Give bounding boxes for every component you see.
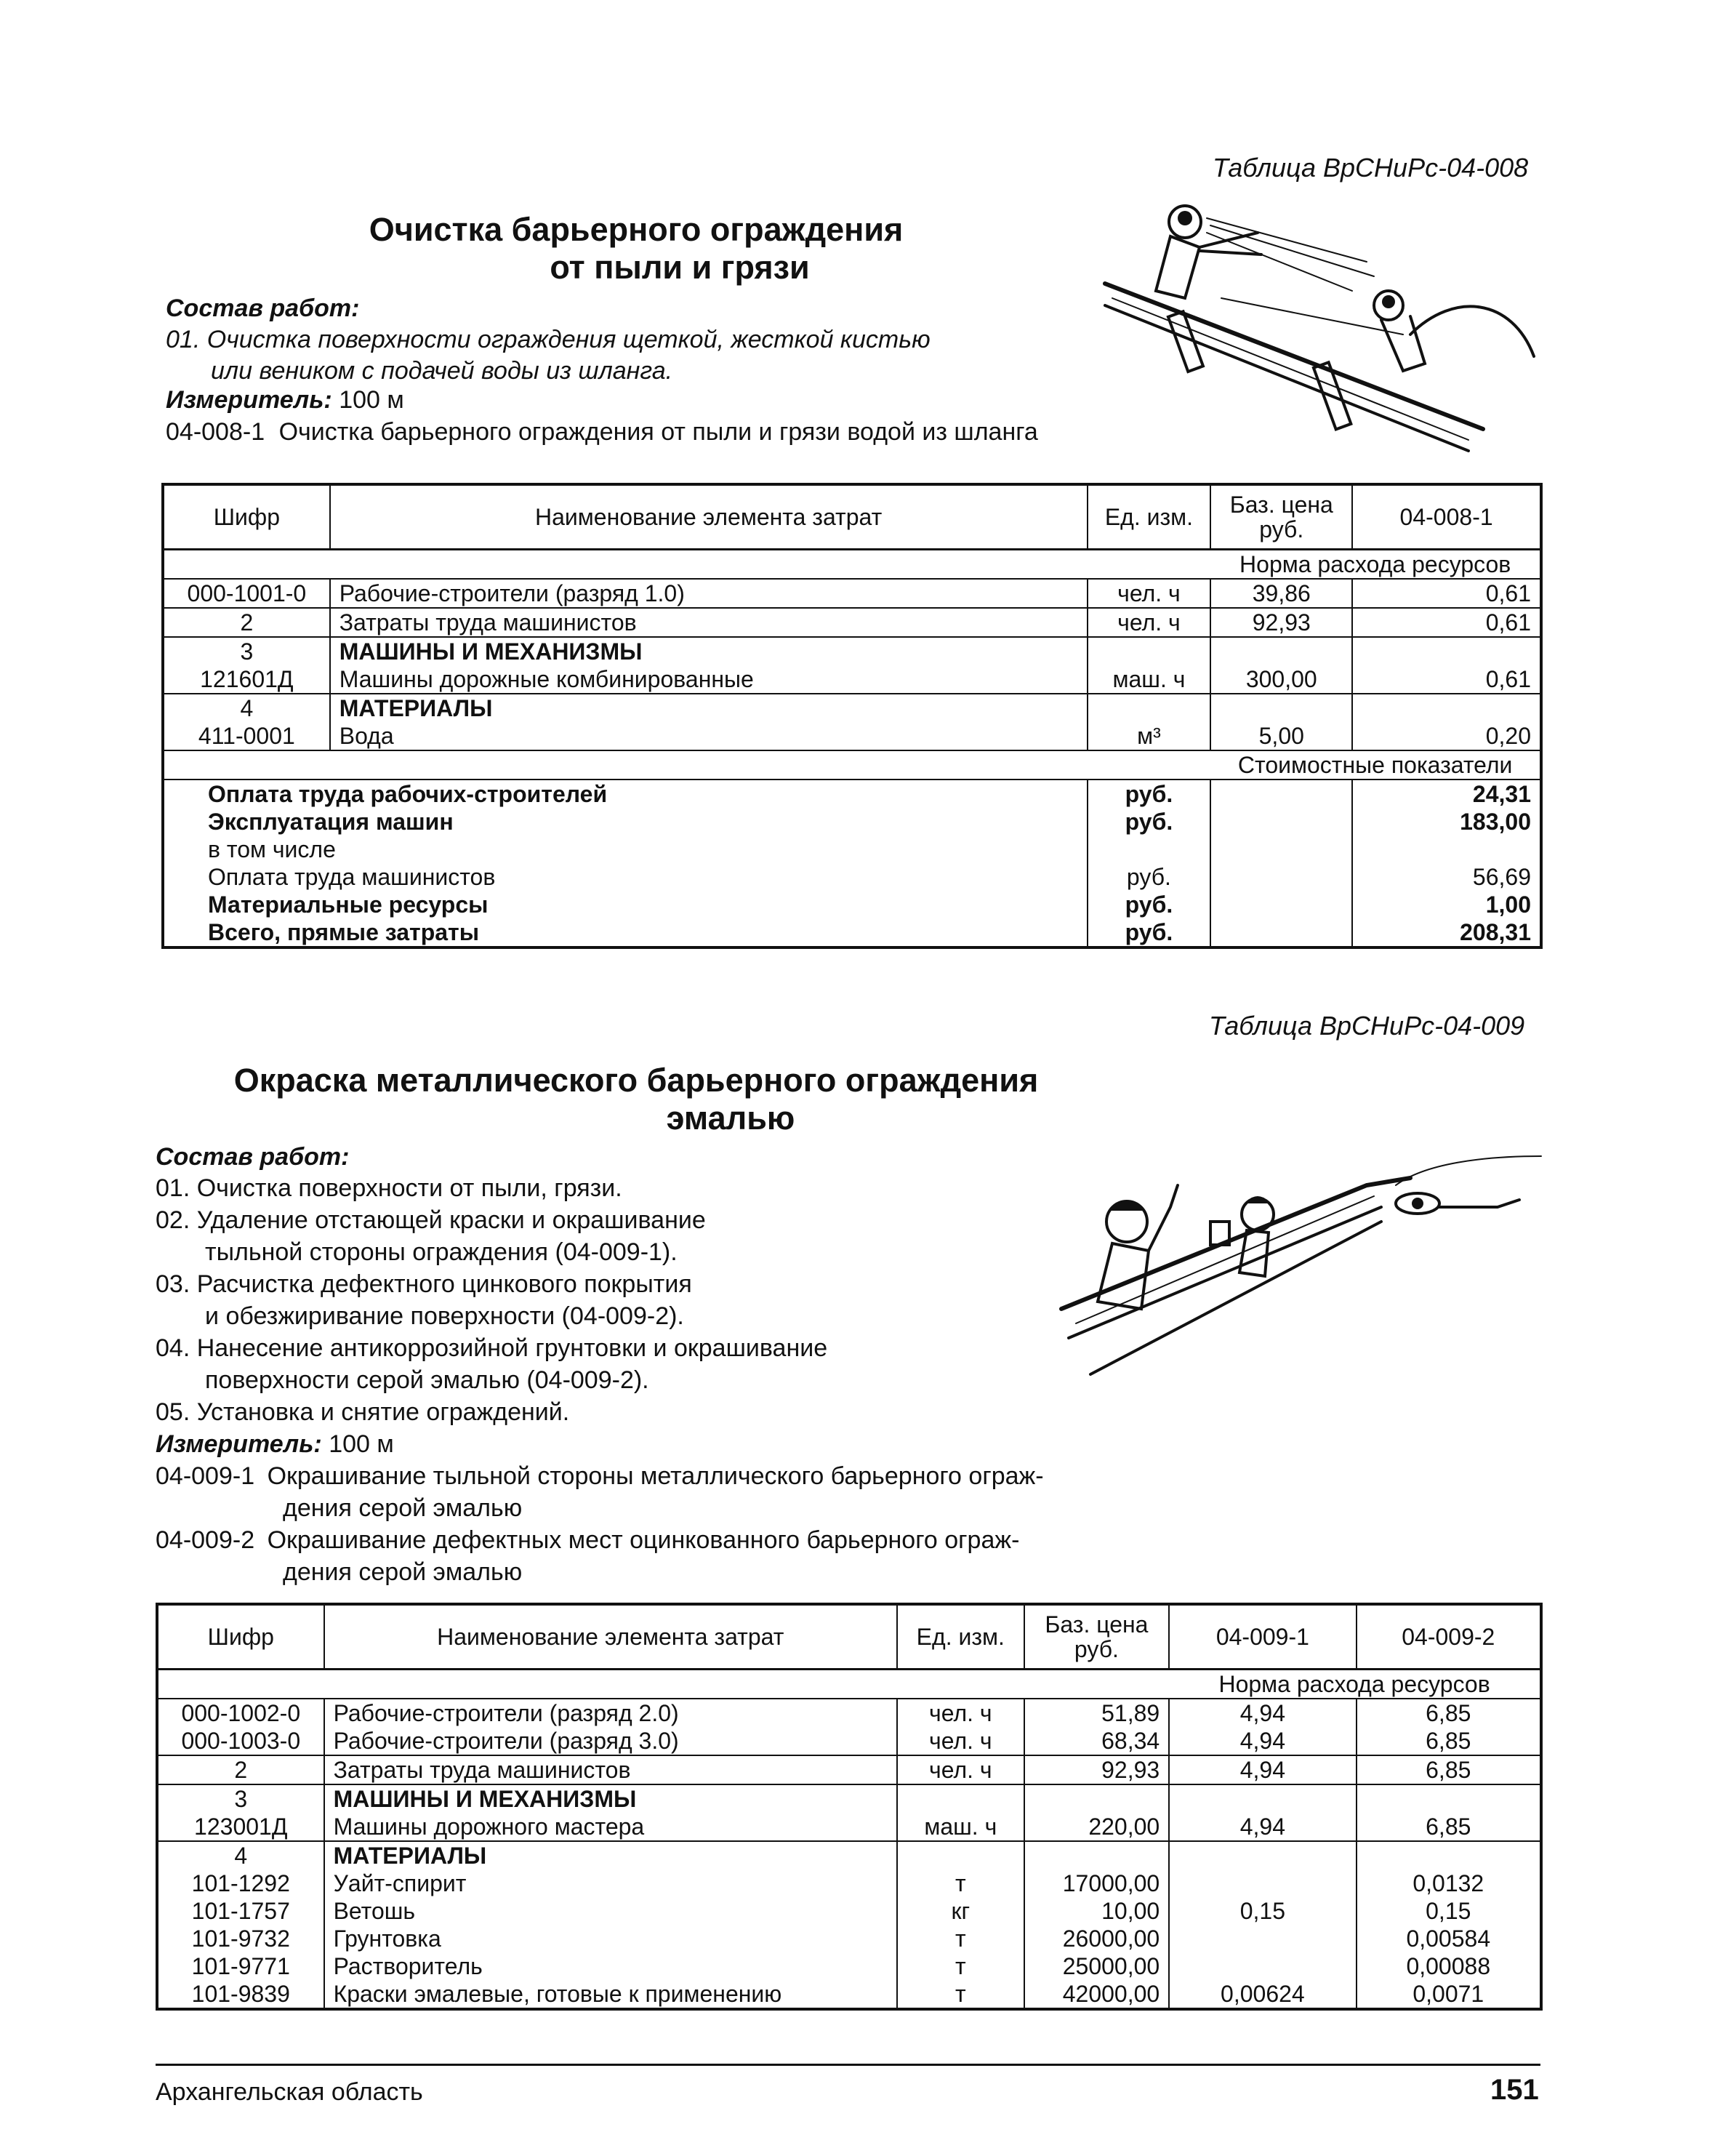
item-code: 04-009-2 — [156, 1526, 255, 1554]
work-item — [156, 1204, 1044, 1236]
cell-value: 0,61 — [1352, 665, 1541, 694]
cell-value-1: 0,00624 — [1169, 1980, 1356, 2009]
title-line-2: эмалью — [666, 1099, 795, 1137]
cell-value-2: 6,85 — [1357, 1727, 1541, 1755]
cell-unit — [1088, 637, 1211, 665]
norm-heading: Норма расхода ресурсов — [1169, 1670, 1541, 1699]
cell-price: 10,00 — [1024, 1897, 1170, 1925]
work-num: 01. — [166, 326, 201, 353]
cell-unit: т — [897, 1925, 1024, 1952]
section-title-04-008 — [305, 211, 967, 286]
cell-name: Грунтовка — [324, 1925, 897, 1952]
cell-name: МАТЕРИАЛЫ — [324, 1841, 897, 1870]
workers-cleaning-illustration — [1076, 189, 1556, 465]
cell-code: 101-9839 — [157, 1980, 324, 2009]
work-text: Удаление отстающей краски и окрашивание — [196, 1206, 706, 1234]
title-line-1: Окраска металлического барьерного ограждения — [233, 1062, 1039, 1099]
item-code: 04-008-1 — [166, 418, 265, 446]
item-04-008-1 — [166, 416, 1038, 448]
work-item — [156, 1332, 1044, 1364]
cell-code: 000-1003-0 — [157, 1727, 324, 1755]
cell-name: Машины дорожного мастера — [324, 1813, 897, 1841]
table-row — [157, 1784, 1541, 1813]
cell-name: Уайт-спирит — [324, 1870, 897, 1897]
cell-code: 2 — [163, 608, 330, 637]
cost-name: Оплата труда машинистов — [163, 863, 1088, 891]
cell-price: 26000,00 — [1024, 1925, 1170, 1952]
work-text: Установка и снятие ограждений. — [196, 1398, 570, 1426]
col-header-name: Наименование элемента затрат — [330, 484, 1088, 550]
cost-value: 56,69 — [1352, 863, 1541, 891]
cell-name: Машины дорожные комбинированные — [330, 665, 1088, 694]
works-heading-04-008: Состав работ: — [166, 294, 360, 322]
meter-04-009 — [156, 1428, 1044, 1460]
table-row — [163, 722, 1541, 750]
cell-value-2 — [1357, 1841, 1541, 1870]
cost-value — [1352, 835, 1541, 863]
work-num: 03. — [156, 1270, 190, 1298]
cell-value-2 — [1357, 1784, 1541, 1813]
cell-price — [1024, 1841, 1170, 1870]
meter-label: Измеритель: — [166, 386, 332, 414]
cell-code: 000-1002-0 — [157, 1699, 324, 1727]
table-row — [163, 637, 1541, 665]
title-line-2: от пыли и грязи — [550, 249, 810, 286]
cost-unit: руб. — [1088, 918, 1211, 947]
meter-04-008 — [166, 384, 404, 416]
cell-value-1: 4,94 — [1169, 1755, 1356, 1784]
col-header-code: Шифр — [163, 484, 330, 550]
footer-divider — [156, 2064, 1540, 2066]
cost-unit: руб. — [1088, 780, 1211, 808]
table-row — [157, 1755, 1541, 1784]
item-04-009-2 — [156, 1524, 1044, 1556]
col-header-04-009-1: 04-009-1 — [1169, 1604, 1356, 1670]
cell-price: 68,34 — [1024, 1727, 1170, 1755]
table-row — [157, 1727, 1541, 1755]
cell-name: МАТЕРИАЛЫ — [330, 694, 1088, 722]
meter-label: Измеритель: — [156, 1430, 322, 1458]
cell-value-2: 0,0132 — [1357, 1870, 1541, 1897]
cost-value: 1,00 — [1352, 891, 1541, 918]
table-row — [157, 1925, 1541, 1952]
table-row — [163, 694, 1541, 722]
works-heading-04-009: Состав работ: — [156, 1143, 350, 1171]
cost-name: Оплата труда рабочих-строителей — [163, 780, 1088, 808]
cell-unit: чел. ч — [897, 1755, 1024, 1784]
cell-name: МАШИНЫ И МЕХАНИЗМЫ — [324, 1784, 897, 1813]
work-item — [156, 1268, 1044, 1300]
cell-value-1 — [1169, 1925, 1356, 1952]
cell-value-2: 0,00088 — [1357, 1952, 1541, 1980]
resources-table-04-008 — [161, 483, 1543, 949]
cell-value — [1352, 694, 1541, 722]
item-04-009-2-cont: дения серой эмалью — [283, 1558, 523, 1586]
cell-code: 101-1292 — [157, 1870, 324, 1897]
col-header-04-009-2: 04-009-2 — [1357, 1604, 1541, 1670]
item-text: Окрашивание тыльной стороны металлического барьерного ограж- — [267, 1462, 1044, 1490]
cell-unit: чел. ч — [1088, 579, 1211, 608]
cell-code: 000-1001-0 — [163, 579, 330, 608]
col-header-code: Шифр — [157, 1604, 324, 1670]
cell-unit: м³ — [1088, 722, 1211, 750]
cell-price: 25000,00 — [1024, 1952, 1170, 1980]
cell-unit: маш. ч — [897, 1813, 1024, 1841]
cost-value: 208,31 — [1352, 918, 1541, 947]
cost-row — [163, 780, 1541, 808]
cell-value-1: 4,94 — [1169, 1727, 1356, 1755]
item-04-009-1 — [156, 1460, 1044, 1492]
cell-value: 0,61 — [1352, 579, 1541, 608]
cell-price: 5,00 — [1210, 722, 1352, 750]
workers-painting-illustration — [1047, 1142, 1548, 1389]
cost-unit: руб. — [1088, 891, 1211, 918]
cell-value — [1352, 637, 1541, 665]
cell-code: 101-9771 — [157, 1952, 324, 1980]
title-line-1: Очистка барьерного ограждения — [369, 211, 904, 248]
table-row — [157, 1813, 1541, 1841]
work-num: 04. — [156, 1334, 190, 1362]
work-text: Очистка поверхности ограждения щеткой, жесткой кистью — [206, 326, 931, 353]
cell-code: 4 — [157, 1841, 324, 1870]
col-header-name: Наименование элемента затрат — [324, 1604, 897, 1670]
table-row — [163, 608, 1541, 637]
cell-code: 121601Д — [163, 665, 330, 694]
work-text: Нанесение антикоррозийной грунтовки и окрашивание — [196, 1334, 828, 1362]
col-header-unit: Ед. изм. — [897, 1604, 1024, 1670]
cell-price: 17000,00 — [1024, 1870, 1170, 1897]
cell-value: 0,61 — [1352, 608, 1541, 637]
cell-value-2: 6,85 — [1357, 1813, 1541, 1841]
cell-name: Рабочие-строители (разряд 2.0) — [324, 1699, 897, 1727]
cell-unit — [1088, 694, 1211, 722]
work-item-cont: поверхности серой эмалью (04-009-2). — [205, 1366, 649, 1394]
item-text: Окрашивание дефектных мест оцинкованного барьерного ограж- — [267, 1526, 1020, 1554]
cell-unit: маш. ч — [1088, 665, 1211, 694]
col-header-price: Баз. цена руб. — [1210, 484, 1352, 550]
cell-name: Рабочие-строители (разряд 1.0) — [330, 579, 1088, 608]
cell-unit: т — [897, 1980, 1024, 2009]
norm-heading: Норма расхода ресурсов — [1210, 550, 1541, 580]
cell-code: 411-0001 — [163, 722, 330, 750]
cell-unit: т — [897, 1952, 1024, 1980]
work-item — [156, 1396, 1044, 1428]
work-num: 05. — [156, 1398, 190, 1426]
cell-price: 51,89 — [1024, 1699, 1170, 1727]
table-row — [157, 1870, 1541, 1897]
cell-price: 39,86 — [1210, 579, 1352, 608]
cell-value-2: 0,15 — [1357, 1897, 1541, 1925]
cost-value: 183,00 — [1352, 808, 1541, 835]
cell-price — [1210, 637, 1352, 665]
cell-price — [1024, 1784, 1170, 1813]
page-number: 151 — [1490, 2074, 1539, 2106]
cost-unit: руб. — [1088, 863, 1211, 891]
cell-unit: чел. ч — [897, 1699, 1024, 1727]
cell-price: 92,93 — [1024, 1755, 1170, 1784]
resources-table-04-009 — [156, 1603, 1543, 2011]
table-row — [157, 1952, 1541, 1980]
work-item-01 — [166, 324, 931, 356]
cell-value-1: 0,15 — [1169, 1897, 1356, 1925]
cell-name: Ветошь — [324, 1897, 897, 1925]
cell-value-1 — [1169, 1784, 1356, 1813]
cell-value-1: 4,94 — [1169, 1699, 1356, 1727]
cell-code: 4 — [163, 694, 330, 722]
table-row — [157, 1841, 1541, 1870]
item-04-009-1-cont: дения серой эмалью — [283, 1494, 523, 1522]
col-header-price: Баз. цена руб. — [1024, 1604, 1170, 1670]
cell-code: 101-9732 — [157, 1925, 324, 1952]
cell-price: 92,93 — [1210, 608, 1352, 637]
cost-row — [163, 863, 1541, 891]
work-list-04-009 — [156, 1172, 1044, 1588]
meter-value: 100 м — [339, 386, 404, 414]
cell-price — [1210, 694, 1352, 722]
meter-value: 100 м — [329, 1430, 394, 1458]
cell-value-1 — [1169, 1952, 1356, 1980]
work-num: 01. — [156, 1174, 190, 1202]
table-row — [157, 1897, 1541, 1925]
cell-name: Вода — [330, 722, 1088, 750]
work-text: Очистка поверхности от пыли, грязи. — [196, 1174, 622, 1202]
item-code: 04-009-1 — [156, 1462, 255, 1490]
table-label-04-008: Таблица ВрСНиРс-04-008 — [1213, 153, 1529, 183]
cost-row — [163, 918, 1541, 947]
cell-code: 2 — [157, 1755, 324, 1784]
cell-price: 42000,00 — [1024, 1980, 1170, 2009]
work-item-cont: и обезжиривание поверхности (04-009-2). — [205, 1302, 684, 1330]
table-label-04-009: Таблица ВрСНиРс-04-009 — [1209, 1011, 1525, 1041]
cell-price: 300,00 — [1210, 665, 1352, 694]
cell-value-2: 6,85 — [1357, 1699, 1541, 1727]
cell-unit: чел. ч — [1088, 608, 1211, 637]
cell-code: 3 — [163, 637, 330, 665]
cell-code: 3 — [157, 1784, 324, 1813]
cell-value-2: 6,85 — [1357, 1755, 1541, 1784]
cell-unit — [897, 1841, 1024, 1870]
col-header-unit: Ед. изм. — [1088, 484, 1211, 550]
cost-row — [163, 835, 1541, 863]
cell-code: 101-1757 — [157, 1897, 324, 1925]
cost-unit: руб. — [1088, 808, 1211, 835]
work-num: 02. — [156, 1206, 190, 1234]
col-header-04-008-1: 04-008-1 — [1352, 484, 1541, 550]
cost-name: Эксплуатация машин — [163, 808, 1088, 835]
cell-name: Затраты труда машинистов — [324, 1755, 897, 1784]
cell-code: 123001Д — [157, 1813, 324, 1841]
cell-price: 220,00 — [1024, 1813, 1170, 1841]
work-item-cont: тыльной стороны ограждения (04-009-1). — [205, 1238, 678, 1266]
table-row — [163, 665, 1541, 694]
work-item-01-cont: или веником с подачей воды из шланга. — [211, 357, 673, 385]
cell-name: Краски эмалевые, готовые к применению — [324, 1980, 897, 2009]
cost-name: Всего, прямые затраты — [163, 918, 1088, 947]
cell-unit: чел. ч — [897, 1727, 1024, 1755]
cell-value-2: 0,0071 — [1357, 1980, 1541, 2009]
cell-name: Рабочие-строители (разряд 3.0) — [324, 1727, 897, 1755]
cost-name: в том числе — [163, 835, 1088, 863]
section-title-04-009 — [182, 1062, 1090, 1137]
table-row — [157, 1699, 1541, 1727]
cost-name: Материальные ресурсы — [163, 891, 1088, 918]
cell-value: 0,20 — [1352, 722, 1541, 750]
item-text: Очистка барьерного ограждения от пыли и грязи водой из шланга — [278, 418, 1038, 446]
cell-value-1 — [1169, 1870, 1356, 1897]
cell-value-1 — [1169, 1841, 1356, 1870]
cell-name: МАШИНЫ И МЕХАНИЗМЫ — [330, 637, 1088, 665]
work-item — [156, 1172, 1044, 1204]
cell-unit — [897, 1784, 1024, 1813]
cost-unit — [1088, 835, 1211, 863]
footer-region: Архангельская область — [156, 2078, 423, 2106]
cost-value: 24,31 — [1352, 780, 1541, 808]
cell-unit: кг — [897, 1897, 1024, 1925]
cost-heading: Стоимостные показатели — [1210, 750, 1541, 780]
cell-value-1: 4,94 — [1169, 1813, 1356, 1841]
work-text: Расчистка дефектного цинкового покрытия — [196, 1270, 692, 1298]
table-row — [163, 579, 1541, 608]
cell-value-2: 0,00584 — [1357, 1925, 1541, 1952]
cell-name: Растворитель — [324, 1952, 897, 1980]
table-row — [157, 1980, 1541, 2009]
cell-unit: т — [897, 1870, 1024, 1897]
cost-row — [163, 891, 1541, 918]
cost-row — [163, 808, 1541, 835]
cell-name: Затраты труда машинистов — [330, 608, 1088, 637]
